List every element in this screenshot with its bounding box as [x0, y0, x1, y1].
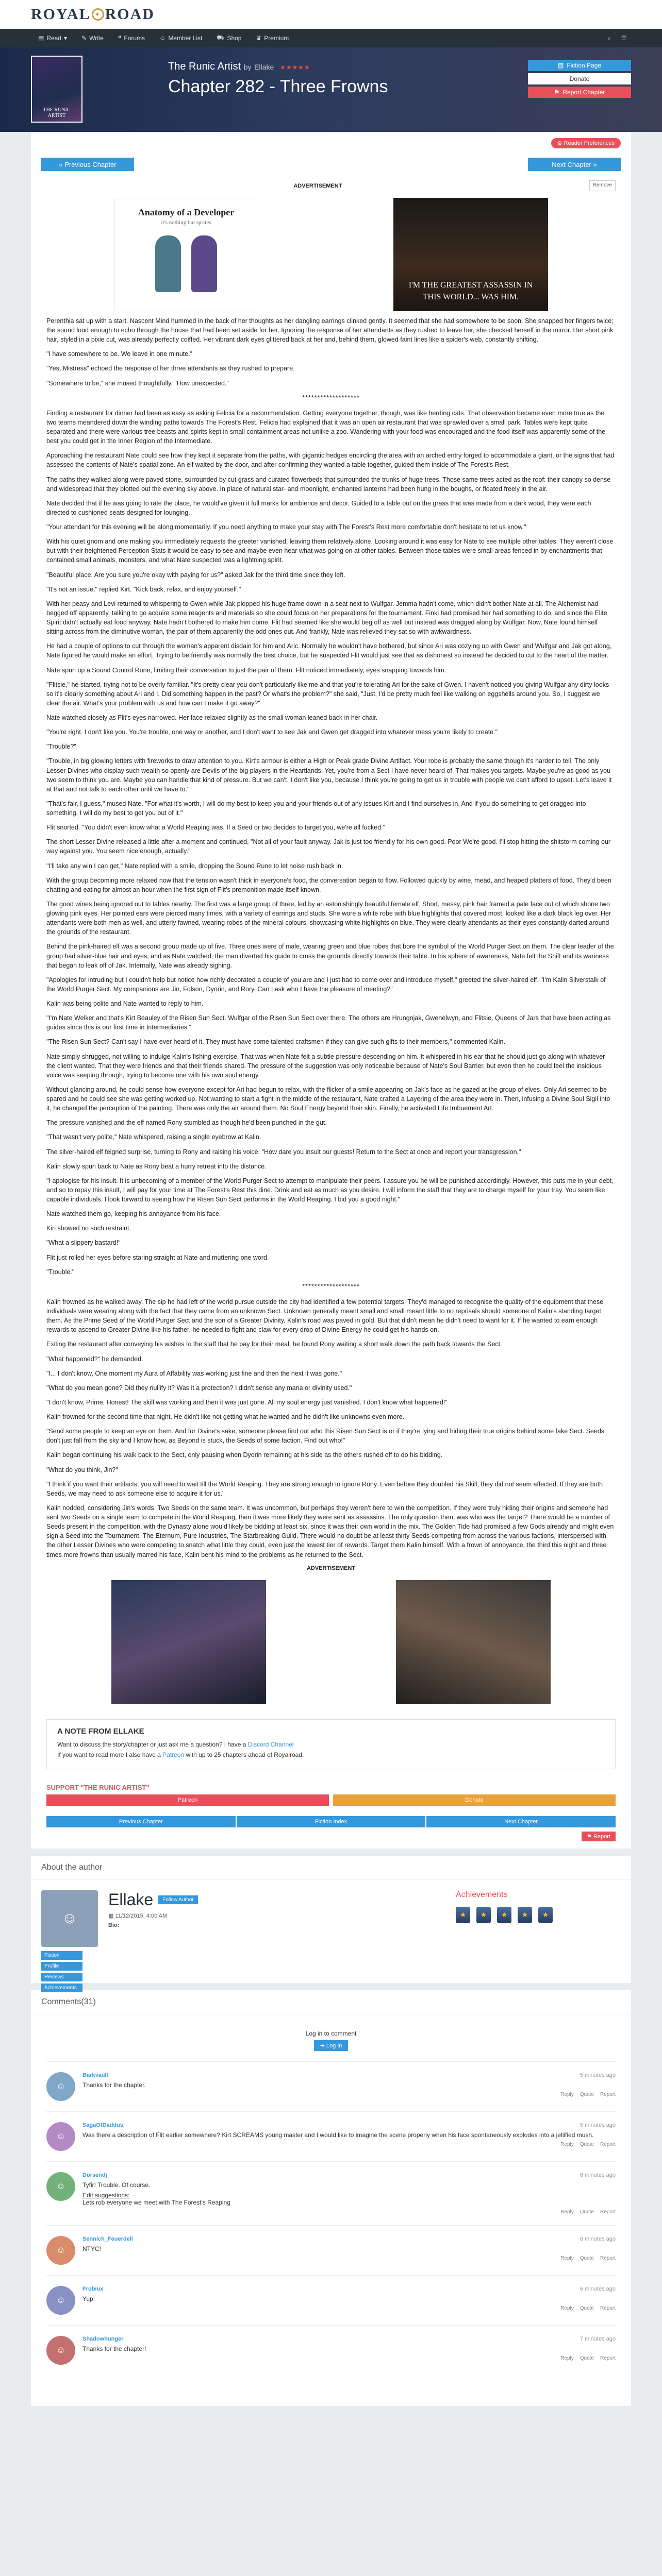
comment-item — [46, 2111, 616, 2161]
comment-item — [46, 2061, 616, 2111]
chapter-paragraph: "Apologies for intruding but I couldn't help but notice how richly decorated a couple of you are and I just had to come over and introduce myself," greeted the silver-haired elf. "I'm Kalin Silverstalk of the World Purger Sect. My companions are Jin, Folson, Dyorin, and Rory. Can I ask who I have the pleasure of meeting?" — [46, 976, 606, 993]
figure-shape — [155, 235, 181, 292]
medal-icon[interactable]: ★ — [538, 1907, 553, 1923]
edit-label: Edit suggestions: — [82, 2191, 130, 2199]
report-comment-button[interactable]: Report — [600, 2355, 616, 2361]
chapter-paragraph: "Trouble, in big glowing letters with fireworks to draw attention to you. Kirt's armour is either a High or Peak grade Divine Artifact. Your robe is probably the same though it's harder to tell. The only Lesser Divines who display such wealth so openly are Devils of the big players in the Heartlands. Yet, you're from a Sect I have never heard of. That makes you targets. Maybe you're as good as you two seem to think you are. Maybe you can handle that kind of pressure. But we can't. I don't like you, because I think you're going to get us in trouble with people we can't afford to upset. Let's leave it at that and not talk to each other until we have to." — [46, 757, 612, 793]
chapter-paragraph: Perenthia sat up with a start. Nascent Mind hummed in the back of her thoughts as her dangling earrings clinked gently. It seemed that she had somewhere to be soon. She snapped her fingers twice; the sound loud enough to echo through the house that had been set aside for her. Ignoring the response of her attendants as they rushed to leave her, she checked herself in the mirror. Her short pink hair, styled in a pixie cut, was already perfectly coiffed. Her vibrant dark eyes glittered back at her and, behind them, glowed faint lines like a spider's web, constantly shifting. — [46, 317, 614, 344]
edit-text: Lets rob everyone we meet with The Forest's Reaping — [82, 2198, 230, 2206]
chapter-nav-bottom — [31, 1810, 631, 1832]
author-achievements-link[interactable]: Achievements — [41, 1984, 82, 1992]
reply-button[interactable]: Reply — [560, 2255, 574, 2261]
author-note-title: A NOTE FROM ELLAKE — [57, 1726, 144, 1736]
comment-text: Yup! — [82, 2295, 95, 2302]
comment-text: Thanks for the chapter. — [82, 2081, 146, 2089]
comment-username[interactable]: Dorsendj — [82, 2172, 107, 2178]
quote-button[interactable]: Quote — [580, 2355, 594, 2361]
figure-shape — [191, 235, 217, 292]
ad-image-assassin[interactable] — [393, 198, 548, 311]
chapter-paragraph: Without glancing around, he could sense how everyone except for Ari had begun to relax, with the flicker of a smile appearing on Jak's face as he gazed at the group of elves. Only Ari seemed to be spared and he could see she was getting worked up. Not wanting to start a fight in the middle of the restaurant, Nate crafted a Layering of the area they were in. Then, infusing a Divine Soul Sigil into it, he changed the perception of the painting. There was only the air around them. No Soul Energy beyond their skin. Finally, he activated Life Imbuement Art. — [46, 1086, 610, 1112]
reply-button[interactable]: Reply — [560, 2355, 574, 2361]
chapter-paragraph: "That wasn't very polite," Nate whispered, raising a single eyebrow at Kalin. — [46, 1133, 261, 1141]
nav-label: Write — [89, 35, 104, 42]
by-label: by — [243, 63, 252, 71]
report-row — [31, 1832, 631, 1849]
ad-image[interactable] — [396, 1580, 551, 1704]
nav-label: Read — [46, 35, 62, 42]
report-comment-button[interactable]: Report — [600, 2141, 616, 2147]
chapter-paragraph: Kalin frowned as he walked away. The sip he had left of the world pursue outside the city had identified a few potential targets. They'd managed to recognise the quality of the equipment that these individuals were wearing along with the fact that they came from an unknown Sect. Unknown generally meant small and small meant little to no reprisals should someone of Kalin's standing target them. As the Prime Seed of the World Purger Sect and the son of a Greater Divinity, Kalin's road was paved in gold. But that didn't mean he didn't need to want for it. If he wanted to earn enough rewards to ascend to Greater Divine like his father, he needed to fight and claw for every drop of Divine Energy he could get his hands on. — [46, 1298, 604, 1334]
logo-left: ROYAL — [31, 6, 91, 23]
scene-separator: ******************* — [302, 1282, 360, 1290]
author-name[interactable]: Ellake — [108, 1890, 154, 1909]
chapter-paragraph: The paths they walked along were paved stone, surrounded by cut grass and curated flowerbeds that surrounded the trunks of huge trees. Those same trees acted as the roof: their canopy so dense and widespread that they blotted out the evening sky above. In place of natural star- and moonlight, enchanted lanterns had been hung in the boughs, or floated freely in the air. — [46, 476, 611, 493]
button-label: Fiction Index — [315, 1818, 347, 1825]
author-details — [108, 1890, 198, 1973]
comment-item — [46, 2161, 616, 2225]
comment-body — [82, 2072, 616, 2101]
chapter-paragraph: "I... I don't know, One moment my Aura of Affability was working just fine and then the next it was gone." — [46, 1369, 342, 1377]
support-section — [31, 1780, 631, 1810]
login-prompt: Log in to comment — [305, 2029, 357, 2037]
author-joined — [108, 1912, 198, 1919]
previous-chapter-button[interactable] — [41, 158, 134, 171]
button-label: Previous Chapter — [119, 1818, 163, 1825]
comment-username[interactable]: SagaOfDaddus — [82, 2122, 123, 2128]
chapter-container — [31, 132, 631, 1849]
nav-label: Shop — [227, 35, 242, 42]
button-label: Donate — [569, 75, 590, 82]
comment-time: 5 minutes ago — [580, 2122, 616, 2128]
crown-icon: ♛ — [256, 35, 262, 42]
comment-item — [46, 2225, 616, 2275]
medal-icon[interactable]: ★ — [518, 1907, 532, 1923]
author-link[interactable]: Ellake — [254, 63, 274, 71]
medal-icon[interactable]: ★ — [456, 1907, 470, 1923]
comment-header — [82, 2336, 616, 2342]
comment-text: Tyfir! Trouble. Of course. — [82, 2181, 151, 2189]
report-chapter-button[interactable] — [528, 87, 631, 98]
comment-header — [82, 2286, 616, 2292]
author-info — [41, 1890, 456, 1991]
ad-figures — [155, 235, 217, 292]
author-note-line — [57, 1741, 605, 1748]
note-text: Want to discuss the story/chapter or just ask me a question? I have a — [57, 1740, 246, 1748]
ad-image-developer[interactable] — [114, 198, 258, 311]
chapter-paragraph: Flit just rolled her eyes before staring straight at Nate and muttering one word. — [46, 1253, 269, 1261]
comments-section — [31, 2014, 631, 2385]
achievements-title: Achievements — [456, 1890, 508, 1899]
comment-username[interactable]: Shadowhunger — [82, 2335, 124, 2342]
chapter-paragraph: Finding a restaurant for dinner had been as easy as asking Felicia for a recommendation. Getting everyone together, though, was like herding cats. That observation became even more true as the two teams meandered down the winding paths towards The Forest's Rest. Felicia had explained that it was an open air restaurant that was sprawled over a small park. Tables were kept quite separated and there were various tree beasts and spirits kept in small containment areas not unlike a zoo. Wandering with your food was encouraged and the food itself was apparently some of the best you could get in the Inner Region of the Intermediate. — [46, 409, 606, 445]
flag-icon: ⚑ — [587, 1833, 593, 1840]
chapter-paragraph: "Beautiful place. Are you sure you're okay with paying for us?" asked Jak for the third time since they left. — [46, 571, 345, 579]
bio-label: Bio: — [108, 1922, 120, 1928]
button-label: Reader Preferences — [564, 140, 615, 146]
comment-item — [46, 2275, 616, 2325]
book-icon: ▤ — [38, 35, 44, 42]
report-comment-button[interactable]: Report — [600, 2209, 616, 2215]
comment-text: NTYC! — [82, 2245, 101, 2252]
button-label: Next Chapter — [552, 160, 591, 168]
chapter-title: Chapter 282 - Three Frowns — [168, 77, 388, 96]
avatar[interactable]: ☺ — [41, 1890, 98, 1947]
top-bar — [0, 0, 662, 29]
quote-button[interactable]: Quote — [580, 2305, 594, 2311]
nav-write[interactable] — [74, 35, 111, 42]
chapter-paragraph: The silver-haired elf feigned surprise, turning to Rony and raising his voice. "How dare you insult our guests! Return to the Sect at once and report your transgression." — [46, 1148, 521, 1156]
chapter-paragraph: Kiri showed no such restraint. — [46, 1225, 131, 1232]
ad-image[interactable] — [111, 1580, 266, 1704]
button-label: Fiction Page — [567, 62, 602, 69]
ad-images-bottom — [46, 1575, 616, 1709]
quote-button[interactable]: Quote — [580, 2255, 594, 2261]
comment-time: 6 minutes ago — [580, 2285, 616, 2292]
chapter-paragraph: "Somewhere to be," she mused thoughtfully. "How unexpected." — [46, 379, 229, 387]
chevron-left-icon: « — [59, 160, 65, 168]
reply-button[interactable]: Reply — [560, 2091, 574, 2097]
nav-forums[interactable] — [111, 35, 152, 42]
next-chapter-button[interactable] — [426, 1816, 616, 1827]
avatar[interactable]: ☺ — [46, 2336, 75, 2365]
chapter-text-part2 — [46, 409, 616, 1277]
comment-body — [82, 2122, 616, 2151]
medal-icon[interactable]: ★ — [497, 1907, 511, 1923]
follow-author-button[interactable]: Follow Author — [158, 1895, 198, 1904]
ad-label: ADVERTISEMENT — [293, 183, 342, 189]
note-text: If you want to read more I also have a — [57, 1751, 161, 1758]
author-profile-link[interactable]: Profile — [41, 1962, 82, 1971]
avatar[interactable]: ☺ — [46, 2286, 75, 2315]
comment-header — [82, 2072, 616, 2078]
button-label: Log In — [326, 2042, 342, 2049]
comment-actions — [82, 2092, 616, 2097]
calendar-icon: ▦ — [108, 1912, 115, 1919]
note-text: with up to 25 chapters ahead of Royalroad. — [186, 1751, 304, 1758]
comment-login — [46, 2025, 616, 2061]
main-nav — [0, 29, 662, 47]
comment-body — [82, 2336, 616, 2365]
reply-button[interactable]: Reply — [560, 2141, 574, 2147]
comment-actions — [82, 2306, 616, 2311]
site-logo[interactable] — [31, 6, 155, 23]
chapter-paragraph: Kalin slowly spun back to Nate as Rony beat a hurry retreat into the distance. — [46, 1162, 267, 1170]
author-links — [41, 1951, 98, 1992]
cover-title: THE RUNIC ARTIST — [43, 107, 71, 118]
chapter-paragraph: "I think if you want their artifacts, you will need to wait till the World Reaping. They are strong enough to ignore Rony. Even before they doubled his Skill, they did not seem affected. If they are both Seeds, we may need to ask someone else to acquire it for us." — [46, 1480, 603, 1497]
comments-icon: ❝ — [118, 35, 122, 42]
chapter-paragraph: Behind the pink-haired elf was a second group made up of five. Three ones were of male, wearing green and blue robes that bore the symbol of the World Purger Sect on them. The clear leader of the group had silver-blue hair and eyes, and as Nate watched, the man diverted his guide to cross the grounds directly towards their table. In his sphere of awareness, Nate felt the Shift and its wariness that began to leak off of Jak. Internally, Nate was already sighing. — [46, 943, 614, 969]
chapter-paragraph: Nate decided that if he was going to rate the place, he would've given it full marks for ambience and decor. Guided to a table out on the grass that was made from a dark wood, they were each directed to cushioned seats designed for lounging. — [46, 499, 591, 516]
avatar[interactable]: ☺ — [46, 2072, 75, 2101]
patreon-link[interactable]: Patreon — [162, 1751, 185, 1758]
achievements-panel — [456, 1890, 621, 1973]
patreon-button[interactable] — [46, 1794, 329, 1806]
chapter-paragraph: He had a couple of options to cut through the woman's apparent disdain for him and Aric. Normally he wouldn't have bothered, but since Ari was cozying up with Gwen and Wulfgar and Jak got along, Nate figured he would make an effort. Trying to be friendly was normally the best choice, but he suspected Flit would just see that as dishonest so instead he decided to cut to the heart of the matter. — [46, 642, 612, 659]
nav-label: Member List — [168, 35, 203, 42]
edit-suggestions — [82, 2192, 616, 2206]
comment-time: 7 minutes ago — [580, 2335, 616, 2342]
author-reviews-link[interactable]: Reviews — [41, 1973, 82, 1981]
comments-heading: Comments(31) — [31, 1990, 631, 2014]
fiction-cover[interactable] — [31, 56, 82, 123]
avatar[interactable]: ☺ — [46, 2236, 75, 2265]
chapter-header — [0, 47, 662, 132]
achievement-medals — [456, 1907, 621, 1923]
comment-text: Was there a description of Flit earlier somewhere? Kirt SCREAMS young master and I would like to imagine the scene properly when his face spontaneously explodes into a jellified mush. — [82, 2131, 594, 2139]
chapter-paragraph: The short Lesser Divine released a little after a moment and continued, "Not all of your fault anyway. Jak is just too friendly for his own good. Poor We're good. I'll stop hitting the shitstorm coming our way against you. You seem nice enough, actually." — [46, 838, 611, 855]
page-footer — [31, 2385, 631, 2406]
author-note-line — [57, 1751, 605, 1758]
avatar[interactable]: ☺ — [46, 2122, 75, 2151]
medal-icon[interactable]: ★ — [476, 1907, 491, 1923]
comment-actions — [82, 2142, 616, 2147]
nav-member-list[interactable] — [152, 35, 209, 42]
ad-block-top — [46, 182, 616, 316]
chapter-paragraph: Flit snorted. "You didn't even know what a World Reaping was. If a Seed or two decides to target you, we're all fucked." — [46, 824, 386, 832]
discord-link[interactable]: Discord Channel — [247, 1740, 294, 1748]
reply-button[interactable]: Reply — [560, 2209, 574, 2215]
comment-body — [82, 2286, 616, 2315]
chapter-paragraph: Nate watched them go, keeping his annoyance from his face. — [46, 1210, 221, 1218]
search-icon[interactable]: ⌕ — [607, 34, 611, 42]
comment-header — [82, 2236, 616, 2242]
button-label: Report Chapter — [562, 89, 605, 96]
pen-icon: ✎ — [81, 35, 87, 42]
fiction-title-line — [168, 61, 528, 73]
chapter-paragraph: "I apologise for his insult. It is unbecoming of a member of the World Purger Sect to attempt to manipulate their peers. I assure you he will be punished accordingly. However, this puts me in your debt, and so to repay this insult, I will pay for your time at The Forest's Rest this dine. Drink and eat as much as you desire. I will inform the staff that they are to charge myself for your tray. You seem like capable individuals. I look forward to seeing how the Risen Sun Sect performs in the World Reaping. I bid you a good night." — [46, 1177, 614, 1204]
chapter-paragraph: "I'm Nate Welker and that's Kirt Beauley of the Risen Sun Sect. Wulfgar of the Risen Sun Sect over there. The others are Hrungnjak, Gwenelwyn, and Flitsie, Queens of Jars that have been acting as guides since this is our first time in Intermediaries." — [46, 1014, 611, 1031]
chapter-paragraph: Approaching the restaurant Nate could see how they kept it separate from the paths, with gigantic hedges encircling the area with an arched entry forged to accommodate a giant, or the signs that had assessed the contents of Nate's spatial zone. An elf waited by the door, and after confirming they wanted a table together, guided them inside of The Forest's Rest. — [46, 452, 615, 469]
about-author-heading: About the author — [31, 1856, 631, 1880]
report-comment-button[interactable]: Report — [600, 2255, 616, 2261]
comment-username[interactable]: Sennich_Feuerdell — [82, 2235, 133, 2242]
chapter-paragraph: Exiting the restaurant after conveying his wishes to the staff that he pay for their meal, he found Rony waiting a short walk down the path back towards the Sect. — [46, 1341, 502, 1348]
chapter-paragraph: The good wines being ignored out to tables nearby. The first was a large group of three, led by an astonishingly beautiful female elf. Short, messy, pink hair framed a pale face out of which shone two glowing pink eyes. Her pointed ears were pierced many times, with a variety of earrings and studs. She wore a white robe with blue highlights that covered most, looked like a dark black leg over. Her attendants were both men as well, and utterly fawned, wearing robes of the mineral colours, showcasing white highlights on blue. They were clearly attendants as their eyes constantly darted around the grounds of the restaurant. — [46, 900, 611, 936]
support-buttons — [46, 1794, 616, 1806]
ad-subtitle: it's nothing but sprites — [161, 219, 211, 226]
previous-chapter-button[interactable] — [46, 1816, 236, 1827]
author-avatar-column — [41, 1890, 98, 1991]
quote-button[interactable]: Quote — [580, 2091, 594, 2097]
chapter-paragraph: "Your attendant for this evening will be along momentarily. If you need anything to make your stay with The Forest's Rest more comfortable don't hesitate to let us know." — [46, 523, 526, 531]
comment-time: 6 minutes ago — [580, 2235, 616, 2242]
chapter-paragraph: The pressure vanished and the elf named Rony stumbled as though he'd been punched in the gut. — [46, 1119, 327, 1127]
chapter-paragraph: "What do you think, Jin?" — [46, 1466, 118, 1473]
chapter-paragraph: "You're right. I don't like you. You're trouble, one way or another, and I don't want to see Jak and Gwen get dragged into whatever mess you're likely to create." — [46, 728, 498, 736]
author-card — [31, 1880, 631, 1991]
header-actions — [528, 60, 631, 123]
comment-time: 5 minutes ago — [580, 2072, 616, 2078]
donate-support-button[interactable] — [333, 1794, 616, 1806]
author-note — [46, 1719, 616, 1769]
comment-time: 6 minutes ago — [580, 2172, 616, 2178]
comment-actions — [82, 2355, 616, 2361]
ad-title: Anatomy of a Developer — [138, 207, 235, 217]
comment-header — [82, 2172, 616, 2178]
chevron-down-icon: ▾ — [64, 35, 68, 42]
chapter-paragraph: With her peasy and Levi returned to whispering to Gwen while Jak plopped his huge frame down in a seat next to Wulfgar. Jemma hadn't come, which didn't bother Nate at all. The Alchemist had begged off apparently, talking to go acquire some reagents and materials so she could focus on her preparations for the tournament. Finki had promised her had something to do, and since the Elite Spirit didn't actually eat food anyway, Nate hadn't bothered to make him come. Flit had seemed like she would beg off as well but instead was dragged along by Wulfgar. Now, Nate found himself sitting across from the diminutive woman, the pair of them apparently the odd ones out. And frankly, Nate was relieved they sat so with awkwardness. — [46, 600, 607, 636]
cart-icon: ⛟ — [217, 34, 225, 41]
nav-read[interactable] — [31, 35, 74, 42]
chapter-paragraph: "I'll take any win I can get," Nate replied with a smile, dropping the Sound Rune to let noise rush back in. — [46, 862, 343, 870]
chapter-paragraph: "What do you mean gone? Did they nullify it? Was it a protection? I didn't sense any mana or divinity used." — [46, 1384, 352, 1392]
chapter-paragraph: "The Risen Sun Sect? Can't say I have ever heard of it. They must have some talented craftsmen if they can give such gifts to their members," commented Kalin. — [46, 1038, 505, 1046]
remove-ads-button[interactable]: Remove — [589, 180, 616, 191]
chapter-heading — [168, 56, 528, 123]
logo-badge-icon: ✦ — [92, 8, 104, 21]
chapter-paragraph: "What happened?" he demanded. — [46, 1355, 143, 1363]
chapter-nav-top — [31, 148, 631, 180]
chevron-right-icon: » — [591, 160, 597, 168]
chapter-content — [31, 182, 631, 1709]
users-icon: ☺ — [159, 35, 166, 42]
next-chapter-button[interactable] — [528, 158, 621, 171]
gear-icon: ⚙ — [557, 140, 564, 147]
author-name-row — [108, 1890, 198, 1909]
chapter-paragraph: With the group becoming more relaxed now that the tension wasn't thick in everyone's food, the conversation began to flow. Followed quickly by wine, mead, and heaped platters of food. They'd been chatting and eating for almost an hour when the first sign of Flit's premonition made itself known. — [46, 876, 611, 893]
logo-right: ROAD — [105, 6, 155, 23]
chapter-paragraph: "I don't know, Prime. Honest! The skill was working and then it was just gone. All my soul energy just vanished. I don't know what happened!" — [46, 1398, 448, 1406]
comment-body — [82, 2172, 616, 2215]
fiction-title[interactable]: The Runic Artist — [168, 61, 241, 72]
chapter-paragraph: "Yes, Mistress" echoed the response of her three attendants as they rushed to prepare. — [46, 365, 295, 372]
report-button[interactable] — [582, 1832, 616, 1841]
chapter-paragraph: "I have somewhere to be. We leave in one minute." — [46, 350, 193, 358]
nav-premium[interactable] — [249, 35, 296, 42]
support-title: SUPPORT "THE RUNIC ARTIST" — [46, 1783, 150, 1791]
avatar[interactable]: ☺ — [46, 2172, 75, 2201]
comment-actions — [82, 2209, 616, 2215]
button-label: Report — [593, 1833, 610, 1840]
comment-text: Thanks for the chapter! — [82, 2345, 146, 2352]
reader-pref-row — [31, 132, 631, 148]
comment-actions — [82, 2256, 616, 2261]
author-bio — [108, 1922, 198, 1928]
comment-username[interactable]: Barkvault — [82, 2072, 109, 2078]
chapter-paragraph: "That's fair, I guess," mused Nate. "For what it's worth, I will do my best to keep you and your friends out of any issues Kirt and I find ourselves in. And if you do something to get dragged into something, I will do my best to get you out of it." — [46, 800, 586, 817]
comment-username[interactable]: Frobiux — [82, 2285, 104, 2292]
chapter-paragraph: "It's not an issue," replied Kirt. "Kick back, relax, and enjoy yourself." — [46, 585, 241, 593]
author-fictions-link[interactable]: Fiction — [41, 1951, 82, 1960]
chapter-paragraph: Nate simply shrugged, not willing to indulge Kalin's fishing exercise. That was when Nate felt a subtle pressure descending on him. It whispered in his ear that he should just go along with whatever the client wanted. That they were friends and that their friends shared. The pressure of the suggestion was only noticeable because of Nate's Soul Barrier, but even then he could feel the insidious voice was seeping through, trying to become one with his own soul energy. — [46, 1053, 605, 1079]
scene-separator: ******************* — [302, 394, 360, 401]
chapter-paragraph: Nate spun up a Sound Control Rune, limiting their conversation to just the pair of them. Flit noticed immediately, eyes snapping towards him. — [46, 666, 446, 674]
chapter-paragraph: Kalin frowned for the second time that night. He didn't like not getting what he wanted and he didn't like unknowns even more. — [46, 1413, 405, 1421]
login-button[interactable] — [314, 2040, 349, 2051]
chapter-paragraph: "Send some people to keep an eye on them. And for Divine's sake, someone please find out who this Risen Sun Sect is or if they're lying and hiding their true origins behind some fake Sect. Seeds don't just fall from the sky and I know how, as Beyond is stuck, the Seeds of some faction. Find out who!" — [46, 1428, 605, 1445]
chapter-paragraph: "What a slippery bastard!" — [46, 1239, 121, 1247]
chapter-paragraph: Kalin nodded, considering Jin's words. Two Seeds on the same team. It was uncommon, but perhaps they weren't here to win the competition. If they were truly hiding their origins and someone had sent two Seeds on a single team to compete in the World Reaping, then it was more likely they were sent as assassins. The only question then, was who was the target? There would be a number of Seeds present in the competition, with the Dynasty alone would likely be bidding at least six, since it was their own world in the mix. The Golden Tide had promised a few Gods already and might even sign a Seed into the Tournament. The Eternum, Pure Industries, The Starbreaking Guild. There would no doubt be at least thirty Seeds competing from across the various factions, interspersed with the other Lesser Divines who were competing to snatch what little they could, even just the lowest tier of rewards. Target them Kalin himself. With a frown of annoyance, the third this night and three times more frowns than usually marred his face, Kalin bent his mind to the problems as he returned to the Sect. — [46, 1504, 614, 1558]
button-label: Next Chapter — [504, 1818, 538, 1825]
chapter-paragraph: "Flitsie," he started, trying not to be overly familiar. "It's pretty clear you don't particularly like me and that you're tolerating Ari for the sake of Gwen. I haven't noticed you giving Wulfgar any dirty looks so it's clearly something about Ari and I. Did something happen in the past? Or what's the problem?" she said, "Just, I'd be pretty much feel like walking on eggshells around you. So, I suggest we clear the air. What's your problem with us and how can I make it go away?" — [46, 681, 609, 707]
quote-button[interactable]: Quote — [580, 2141, 594, 2147]
nav-label: Forums — [124, 35, 145, 42]
chapter-paragraph: With his quiet gnom and one making you immediately requests the greeter vanished, leaving them relatively alone. Looking around it was easy for Nate to see multiple other tables. They weren't close but with their heightened Perception Stats it would be easy to see and maybe even hear what was going on at other tables. Between those tables were small areas fenced in by enchantments that contained small animals, monsters, and what Nate suspected was a lightning spirit. — [46, 538, 614, 564]
comment-list — [46, 2061, 616, 2375]
chapter-text-part1 — [46, 316, 616, 388]
button-label: Donate — [465, 1797, 484, 1803]
login-icon: ➜ — [320, 2042, 326, 2049]
fiction-page-button[interactable] — [528, 60, 631, 71]
report-comment-button[interactable]: Report — [600, 2091, 616, 2097]
reader-preferences-button[interactable] — [551, 138, 621, 148]
nav-label: Premium — [264, 35, 289, 42]
reply-button[interactable]: Reply — [560, 2305, 574, 2311]
ad-label: ADVERTISEMENT — [306, 1565, 356, 1571]
chapter-paragraph: "Trouble?" — [46, 743, 76, 751]
book-icon: ▤ — [557, 62, 564, 69]
comment-header — [82, 2122, 616, 2128]
comment-item — [46, 2325, 616, 2375]
joined-date: 11/12/2015, 4:00 AM — [115, 1912, 168, 1919]
chapter-paragraph: Kalin was being polite and Nate wanted to reply to him. — [46, 1000, 204, 1008]
quote-button[interactable]: Quote — [580, 2209, 594, 2215]
button-label: Patreon — [177, 1797, 198, 1803]
comment-body — [82, 2236, 616, 2265]
chapter-paragraph: Kalin began continuing his walk back to the Sect, only pausing when Dyorin remaining at his side as the others rushed off to do his bidding. — [46, 1451, 443, 1459]
flag-icon: ⚑ — [554, 89, 560, 96]
chapter-paragraph: "Trouble." — [46, 1268, 75, 1276]
chapter-text-part3 — [46, 1297, 616, 1560]
nav-shop[interactable] — [209, 34, 249, 42]
donate-button[interactable] — [528, 73, 631, 84]
fiction-index-button[interactable] — [237, 1816, 426, 1827]
chapter-paragraph: Nate watched closely as Flit's eyes narrowed. Her face relaxed slightly as the small woman leaned back in her chair. — [46, 714, 378, 722]
ad-block-bottom — [46, 1565, 616, 1709]
ad-images — [46, 193, 616, 316]
login-icon[interactable]: ☰ — [621, 35, 627, 42]
rating-stars: ★★★★★ — [279, 63, 310, 71]
report-comment-button[interactable]: Report — [600, 2305, 616, 2311]
button-label: Previous Chapter — [64, 160, 117, 168]
ad-caption: I'M THE GREATEST ASSASSIN IN THIS WORLD... WAS HIM. — [408, 280, 533, 301]
